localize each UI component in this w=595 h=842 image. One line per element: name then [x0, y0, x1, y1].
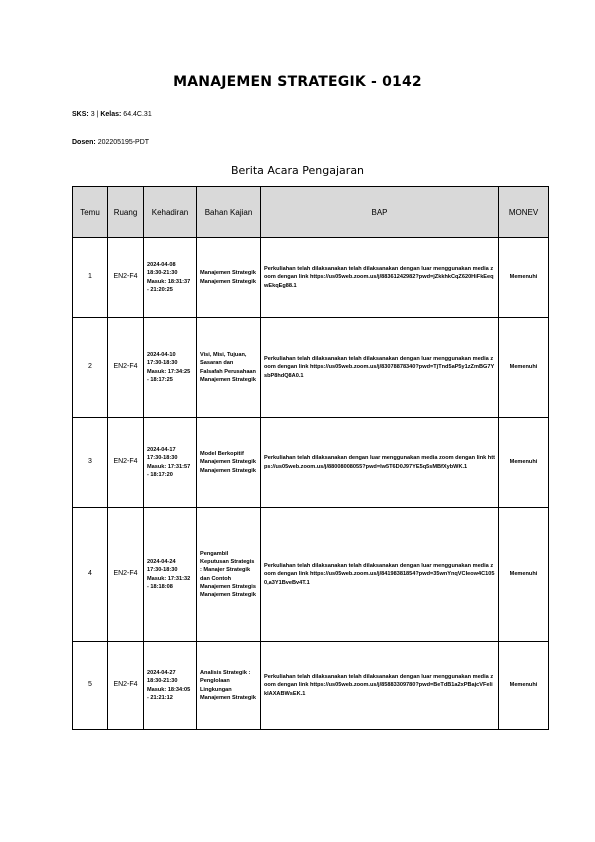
cell-monev: Memenuhi — [499, 238, 549, 318]
column-header-temu: Temu — [73, 187, 108, 238]
separator: | — [96, 111, 99, 118]
cell-kehadiran: 2024-04-24 17:30-18:30 Masuk: 17:31:32 - 18:18:08 — [144, 508, 197, 642]
column-header-monev: MONEV — [499, 187, 549, 238]
kelas-value: 64.4C.31 — [123, 111, 152, 118]
cell-bap: Perkuliahan telah dilaksanakan telah dilaksanakan dengan luar menggunakan media zoom dengan link https://us05web.zoom.us/j/83078878340?pwd=TjTnd5aP5y1zZmBG7YsbP8hdQ8A0.1 — [261, 318, 499, 418]
cell-bap: Perkuliahan telah dilaksanakan telah dilaksanakan dengan luar menggunakan media zoom dengan link https://us05web.zoom.us/j/85883309780?pwd=BeTdB1a2xPBajcVFelikIAXABWsEK.1 — [261, 642, 499, 730]
cell-bahan-kajian: Analisis Strategik : Penglolaan Lingkungan Manajemen Strategik — [197, 642, 261, 730]
cell-monev: Memenuhi — [499, 418, 549, 508]
section-title: Berita Acara Pengajaran — [230, 164, 365, 177]
table-row — [73, 318, 549, 418]
cell-kehadiran: 2024-04-17 17:30-18:30 Masuk: 17:31:57 - 18:17:20 — [144, 418, 197, 508]
cell-bap: Perkuliahan telah dilaksanakan telah dilaksanakan dengan luar menggunakan media zoom dengan link https://us05web.zoom.us/j/84198381854?pwd=35wnYnqVCIeow4C1050,a3Y1BveBv4T.1 — [261, 508, 499, 642]
bap-table — [72, 186, 549, 730]
column-header-bahan-kajian: Bahan Kajian — [197, 187, 261, 238]
cell-bahan-kajian: Model Berkopitif Manajemen Strategik Manajemen Strategik — [197, 418, 261, 508]
cell-ruang: EN2-F4 — [108, 318, 144, 418]
cell-temu: 5 — [73, 642, 108, 730]
sks-label: SKS: — [72, 111, 89, 118]
kelas-label: Kelas: — [100, 111, 122, 118]
table-header-row — [73, 187, 549, 238]
course-info — [72, 111, 152, 118]
cell-ruang: EN2-F4 — [108, 418, 144, 508]
table-row — [73, 642, 549, 730]
column-header-kehadiran: Kehadiran — [144, 187, 197, 238]
lecturer-info — [72, 139, 149, 146]
cell-temu: 1 — [73, 238, 108, 318]
column-header-ruang: Ruang — [108, 187, 144, 238]
cell-bahan-kajian: Manajemen Strategik Manajemen Strategik — [197, 238, 261, 318]
page-title: MANAJEMEN STRATEGIK - 0142 — [173, 74, 422, 90]
cell-ruang: EN2-F4 — [108, 238, 144, 318]
cell-monev: Memenuhi — [499, 508, 549, 642]
cell-bahan-kajian: Visi, Misi, Tujuan, Sasaran dan Falsafah Perusahaan Manajemen Strategik — [197, 318, 261, 418]
cell-temu: 3 — [73, 418, 108, 508]
sks-value: 3 — [90, 111, 95, 118]
dosen-value: 202205195-PDT — [97, 139, 150, 146]
cell-bap: Perkuliahan telah dilaksanakan dengan luar menggunakan media zoom dengan link https://us05web.zoom.us/j/88008008055?pwd=Iw5T6D0J97YE5q5sMBfXybWK.1 — [261, 418, 499, 508]
cell-ruang: EN2-F4 — [108, 642, 144, 730]
table-row — [73, 508, 549, 642]
cell-bap: Perkuliahan telah dilaksanakan telah dilaksanakan dengan luar menggunakan media zoom dengan link https://us05web.zoom.us/j/88361242982?pwd=jZkkhkCqZ620HiFkEeqwEkqEg88.1 — [261, 238, 499, 318]
cell-kehadiran: 2024-04-10 17:30-18:30 Masuk: 17:34:25 - 18:17:25 — [144, 318, 197, 418]
cell-temu: 4 — [73, 508, 108, 642]
cell-monev: Memenuhi — [499, 642, 549, 730]
table-row — [73, 418, 549, 508]
table-row — [73, 238, 549, 318]
cell-monev: Memenuhi — [499, 318, 549, 418]
cell-kehadiran: 2024-04-27 18:30-21:30 Masuk: 18:34:05 - 21:21:12 — [144, 642, 197, 730]
cell-bahan-kajian: Pengambil Keputusan Strategis : Manajer Strategik dan Contoh Manajemen Strategis Manajemen Strategik — [197, 508, 261, 642]
cell-kehadiran: 2024-04-08 18:30-21:30 Masuk: 18:31:37 - 21:20:25 — [144, 238, 197, 318]
cell-ruang: EN2-F4 — [108, 508, 144, 642]
dosen-label: Dosen: — [72, 139, 96, 146]
column-header-bap: BAP — [261, 187, 499, 238]
cell-temu: 2 — [73, 318, 108, 418]
